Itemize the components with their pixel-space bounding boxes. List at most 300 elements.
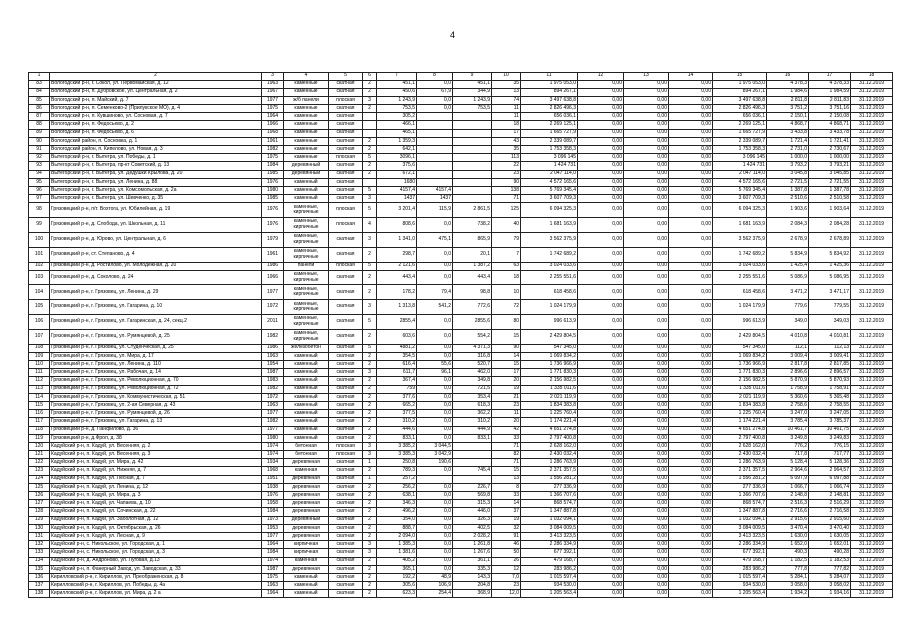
table-cell: 0,00: [624, 203, 669, 218]
table-cell: 2 861,5: [453, 203, 492, 218]
table-cell: 0,00: [624, 247, 669, 262]
table-cell: 1982: [262, 146, 284, 154]
table-cell: 0,0: [417, 377, 453, 385]
table-cell: 33: [492, 492, 521, 500]
table-cell: скатная: [329, 459, 363, 467]
table-cell: каменный: [284, 352, 329, 360]
table-cell: Вологодский р-н, п. Майский, д. 7: [50, 96, 262, 104]
table-cell: [453, 129, 492, 137]
table-cell: 2 730,67: [809, 146, 851, 154]
table-cell: каменные: [284, 129, 329, 137]
table-cell: 250,8: [377, 459, 417, 467]
table-cell: 1963: [262, 401, 284, 409]
table-cell: 547 345,0: [713, 344, 767, 352]
table-cell: 13: [492, 475, 521, 483]
table-cell: 5 284,07: [809, 573, 851, 581]
table-row: [29, 442, 893, 450]
table-cell: 14: [492, 500, 521, 508]
table-cell: 0,00: [669, 96, 713, 104]
table-cell: ж/б панели: [284, 96, 329, 104]
table-cell: 2: [363, 467, 377, 475]
table-cell: плоская: [329, 451, 363, 459]
table-cell: 12: [492, 565, 521, 573]
table-cell: 0,00: [578, 467, 624, 475]
table-cell: 18: [492, 121, 521, 129]
table-cell: 0,00: [624, 549, 669, 557]
table-cell: 95: [29, 178, 50, 186]
table-cell: 13: [492, 88, 521, 96]
table-cell: Грязовецкий р-н, г. Грязовец, ул. Гагарина, д. 13: [50, 418, 262, 426]
table-cell: Грязовецкий р-н, д.Фрол, д. 38: [50, 434, 262, 442]
table-cell: 105: [29, 300, 50, 315]
table-cell: 31.12.2019: [851, 270, 893, 285]
table-cell: скатная: [329, 88, 363, 96]
table-cell: 1437: [417, 195, 453, 203]
table-cell: 616,4: [377, 361, 417, 369]
table-cell: 3: [363, 369, 377, 377]
table-cell: 1 182,53: [809, 557, 851, 565]
table-cell: Кирилловский р-н, г. Кириллов, ул. Мира, д. 2 а: [50, 590, 262, 598]
table-cell: 1982: [262, 418, 284, 426]
table-cell: 777,8: [767, 565, 809, 573]
table-cell: деревянная: [284, 483, 329, 491]
table-cell: 31.12.2019: [851, 410, 893, 418]
table-cell: 479 168,7: [521, 557, 578, 565]
table-cell: Кадуйский р-н, п. Кадуй, ул. Ленина, д. 12: [50, 483, 262, 491]
table-cell: 0,00: [578, 401, 624, 409]
table-cell: 10 461,75: [809, 426, 851, 434]
column-number: 9: [453, 73, 492, 81]
table-cell: 254,4: [417, 590, 453, 598]
table-cell: 0,0: [417, 434, 453, 442]
table-cell: скатная: [329, 146, 363, 154]
table-cell: 3 751,16: [809, 105, 851, 113]
table-cell: 1 721,4: [767, 137, 809, 145]
table-cell: Кадуйский р-н, п. Кадуй, ул. Нижняя, д. 7: [50, 467, 262, 475]
table-cell: 1 425,36: [809, 262, 851, 270]
table-cell: Кадуйский р-н, п. Кадуй, ул. Весенняя, д. 2: [50, 442, 262, 450]
table-cell: каменный: [284, 418, 329, 426]
column-number: 5: [329, 73, 363, 81]
table-cell: 46: [492, 541, 521, 549]
table-cell: 5 834,92: [809, 247, 851, 262]
table-cell: 79,4: [417, 285, 453, 300]
table-cell: 112,13: [809, 344, 851, 352]
table-cell: каменный: [284, 590, 329, 598]
table-cell: 2 758,6: [767, 401, 809, 409]
table-cell: 138: [492, 186, 521, 194]
table-cell: 18: [492, 270, 521, 285]
table-row: [29, 565, 893, 573]
table-cell: 37: [492, 508, 521, 516]
table-cell: 0,00: [624, 418, 669, 426]
table-cell: плоская: [329, 96, 363, 104]
table-cell: скатная: [329, 401, 363, 409]
table-cell: Грязовецкий р-н, г. Грязовец, ул. Ленина, д. 110: [50, 361, 262, 369]
table-cell: 0,00: [669, 146, 713, 154]
table-cell: 125: [29, 483, 50, 491]
table-cell: 446,0: [453, 508, 492, 516]
table-cell: [453, 170, 492, 178]
table-cell: 23: [492, 170, 521, 178]
table-row: [29, 105, 893, 113]
table-cell: 31.12.2019: [851, 352, 893, 360]
table-cell: Грязовецкий р-н, г. Грязовец, ул. Румянцевой, д. 25: [50, 329, 262, 344]
table-cell: 554,2: [453, 329, 492, 344]
column-number: 17: [809, 73, 851, 81]
table-row: [29, 557, 893, 565]
table-cell: 2 516,29: [809, 500, 851, 508]
table-cell: деревянный: [284, 516, 329, 524]
table-cell: 90: [492, 344, 521, 352]
table-cell: каменная: [284, 557, 329, 565]
table-cell: 2 430 032,4: [713, 451, 767, 459]
table-cell: 0,0: [417, 516, 453, 524]
column-number: 10: [492, 73, 521, 81]
table-cell: 0,00: [578, 459, 624, 467]
table-cell: 130: [29, 524, 50, 532]
table-cell: 110: [29, 361, 50, 369]
table-cell: 0,00: [624, 442, 669, 450]
table-cell: 443,4: [453, 270, 492, 285]
table-cell: каменные, кирпичные: [284, 203, 329, 218]
table-cell: 6 097,9: [767, 475, 809, 483]
table-cell: 99: [29, 218, 50, 233]
table-cell: 283 986,2: [713, 565, 767, 573]
table-cell: 5 128,36: [809, 459, 851, 467]
table-cell: 0,00: [669, 451, 713, 459]
table-cell: 0,00: [578, 129, 624, 137]
table-cell: 5 870,9: [767, 377, 809, 385]
table-cell: скатная: [329, 285, 363, 300]
table-cell: 0,00: [669, 475, 713, 483]
table-cell: 40: [492, 218, 521, 233]
table-cell: скатная: [329, 565, 363, 573]
table-cell: каменный: [284, 361, 329, 369]
table-cell: 0,00: [578, 203, 624, 218]
table-cell: 1961: [262, 137, 284, 145]
table-cell: 0,00: [669, 459, 713, 467]
table-cell: 0,00: [624, 590, 669, 598]
table-cell: скатная: [329, 557, 363, 565]
table-cell: 5: [363, 262, 377, 270]
table-cell: Грязовецкий р-н, г. Грязовец, ул. Гагарина, д. 10: [50, 300, 262, 315]
table-cell: 0,00: [578, 565, 624, 573]
table-cell: 0,00: [624, 541, 669, 549]
table-cell: скатная: [329, 492, 363, 500]
table-cell: 5 128,4: [767, 459, 809, 467]
table-cell: 349,8: [453, 377, 492, 385]
table-cell: 1 261,8: [453, 541, 492, 549]
table-cell: 74: [492, 96, 521, 104]
table-cell: 0,00: [624, 352, 669, 360]
table-cell: 2: [363, 137, 377, 145]
table-cell: 23: [492, 582, 521, 590]
table-cell: 0,00: [669, 377, 713, 385]
table-cell: 0,00: [578, 80, 624, 88]
table-row: [29, 88, 893, 96]
table-cell: 0,00: [669, 129, 713, 137]
table-cell: 5 834,9: [767, 247, 809, 262]
table-cell: 71: [492, 459, 521, 467]
table-cell: 79: [492, 232, 521, 247]
table-cell: 2: [363, 285, 377, 300]
table-cell: скатная: [329, 418, 363, 426]
table-cell: 310,2: [377, 418, 417, 426]
table-cell: 126: [29, 492, 50, 500]
table-cell: 0,00: [578, 418, 624, 426]
table-cell: 3 413 323,5: [521, 532, 578, 540]
table-cell: 1 015 597,4: [521, 573, 578, 581]
table-cell: Вологодский р-н, п. Кувшиново, ул. Сосновая, д. 7: [50, 113, 262, 121]
table-cell: скатная: [329, 105, 363, 113]
table-cell: 5: [363, 186, 377, 194]
table-cell: 367,4: [377, 377, 417, 385]
table-cell: 0,00: [669, 385, 713, 393]
table-cell: 3 785,37: [809, 418, 851, 426]
table-cell: 1976: [262, 492, 284, 500]
table-row: [29, 113, 893, 121]
table-cell: 753,5: [377, 105, 417, 113]
table-cell: 1 665 727,9: [521, 129, 578, 137]
table-cell: 638,1: [377, 492, 417, 500]
table-cell: 4 572 165,6: [521, 178, 578, 186]
table-row: [29, 361, 893, 369]
table-cell: каменные, кирпичные: [284, 218, 329, 233]
table-cell: 0,0: [417, 426, 453, 434]
table-cell: 0,00: [669, 270, 713, 285]
table-cell: 490,28: [809, 549, 851, 557]
table-cell: 117: [29, 418, 50, 426]
table-cell: скатная: [329, 315, 363, 330]
table-cell: 2 156 982,5: [521, 377, 578, 385]
table-cell: 4 010,8: [767, 329, 809, 344]
table-cell: 0,00: [624, 557, 669, 565]
table-cell: 256,2: [377, 483, 417, 491]
table-cell: 2 817,85: [809, 361, 851, 369]
table-cell: 124: [29, 475, 50, 483]
table-cell: 3 470,40: [809, 524, 851, 532]
table-cell: 0,00: [669, 549, 713, 557]
table-cell: 2: [363, 590, 377, 598]
table-cell: 178,2: [377, 285, 417, 300]
table-cell: 0,00: [578, 88, 624, 96]
table-cell: 2: [363, 565, 377, 573]
table-cell: 0,00: [578, 262, 624, 270]
table-cell: 2 826 496,3: [521, 105, 578, 113]
table-row: [29, 385, 893, 393]
table-row: [29, 80, 893, 88]
table-cell: 0,00: [624, 129, 669, 137]
table-cell: 1938: [262, 483, 284, 491]
table-cell: 1 736 966,9: [713, 361, 767, 369]
table-cell: 3 058,0: [767, 582, 809, 590]
table-row: [29, 218, 893, 233]
table-cell: 72: [492, 300, 521, 315]
table-cell: 776,2: [767, 442, 809, 450]
table-cell: 0,00: [624, 285, 669, 300]
table-cell: 2 121,6: [377, 262, 417, 270]
table-cell: 541,2: [417, 300, 453, 315]
table-cell: 5: [363, 315, 377, 330]
table-cell: 0,00: [578, 549, 624, 557]
table-cell: скатная: [329, 352, 363, 360]
table-cell: 0,00: [578, 329, 624, 344]
table-cell: 1 681 163,9: [713, 218, 767, 233]
table-cell: скатная: [329, 524, 363, 532]
table-cell: скатная: [329, 129, 363, 137]
table-cell: 377,5: [377, 410, 417, 418]
table-row: [29, 418, 893, 426]
table-cell: 2: [363, 426, 377, 434]
table-cell: 31.12.2019: [851, 96, 893, 104]
table-cell: 362,2: [453, 410, 492, 418]
table-cell: 3 084 009,5: [521, 524, 578, 532]
table-cell: 283 986,2: [521, 565, 578, 573]
table-cell: деревянная: [284, 524, 329, 532]
table-cell: 0,00: [624, 393, 669, 401]
table-cell: 0,00: [669, 426, 713, 434]
table-cell: [363, 121, 377, 129]
table-cell: 88: [29, 121, 50, 129]
table-cell: 5 769 345,4: [713, 186, 767, 194]
table-cell: 3 562 375,9: [521, 232, 578, 247]
table-cell: 4881,2: [377, 344, 417, 352]
table-cell: 0,00: [669, 300, 713, 315]
table-cell: 462,0: [453, 369, 492, 377]
table-cell: 2855,6: [453, 315, 492, 330]
column-number: 7: [377, 73, 417, 81]
table-cell: 0,00: [578, 344, 624, 352]
table-cell: 2: [363, 418, 377, 426]
table-cell: 3: [363, 300, 377, 315]
table-cell: 2 255 551,6: [521, 270, 578, 285]
table-cell: плоская: [329, 262, 363, 270]
table-cell: 0,00: [624, 369, 669, 377]
table-cell: 3: [363, 96, 377, 104]
table-cell: 2 094,0: [377, 532, 417, 540]
table-cell: 1968: [262, 129, 284, 137]
table-cell: каменные, кирпичные: [284, 285, 329, 300]
housing-repair-table: [28, 72, 893, 598]
table-cell: 1 347 887,8: [521, 508, 578, 516]
table-cell: [453, 459, 492, 467]
table-cell: 2 371 357,5: [521, 467, 578, 475]
table-cell: каменный: [284, 377, 329, 385]
table-cell: 0,00: [669, 232, 713, 247]
table-cell: 1958: [262, 500, 284, 508]
table-row: [29, 532, 893, 540]
table-cell: 71: [492, 195, 521, 203]
column-number: 8: [417, 73, 453, 81]
table-cell: 1 771 830,3: [713, 369, 767, 377]
table-cell: 3: [363, 195, 377, 203]
table-row: [29, 195, 893, 203]
table-cell: [453, 195, 492, 203]
table-cell: 0,00: [669, 492, 713, 500]
table-cell: 109: [29, 352, 50, 360]
table-cell: Грязовецкий р-н, г. Грязовец, ул. Коммунистическая, д. 51: [50, 393, 262, 401]
table-cell: 865,9: [453, 232, 492, 247]
table-cell: 0,0: [417, 401, 453, 409]
table-cell: 3 607 709,3: [521, 195, 578, 203]
table-cell: 677 392,1: [713, 549, 767, 557]
table-cell: 1966: [262, 121, 284, 129]
table-cell: 2: [363, 508, 377, 516]
table-cell: скатная: [329, 426, 363, 434]
table-cell: 3 024 033,6: [713, 262, 767, 270]
table-cell: 0,0: [417, 80, 453, 88]
table-cell: скатная: [329, 410, 363, 418]
table-cell: 315,3: [453, 500, 492, 508]
table-cell: 405,2: [377, 557, 417, 565]
table-cell: 0,00: [624, 508, 669, 516]
table-cell: 2 156 982,5: [713, 377, 767, 385]
table-row: [29, 377, 893, 385]
table-cell: Грязовецкий р-н, г. Грязовец, ул. Ленина, д. 29: [50, 285, 262, 300]
table-cell: 1954: [262, 361, 284, 369]
table-cell: 1968: [262, 467, 284, 475]
table-cell: 137: [29, 582, 50, 590]
table-cell: 1 032 094,1: [521, 516, 578, 524]
table-cell: 1437: [377, 195, 417, 203]
table-cell: 717,77: [809, 451, 851, 459]
table-cell: скатная: [329, 393, 363, 401]
table-cell: 520,7: [453, 361, 492, 369]
table-cell: [453, 113, 492, 121]
table-cell: 2 339 089,7: [713, 137, 767, 145]
table-cell: скатная: [329, 247, 363, 262]
table-cell: 377,6: [377, 393, 417, 401]
table-cell: [363, 178, 377, 186]
table-row: [29, 285, 893, 300]
table-cell: 1680: [377, 178, 417, 186]
table-cell: 0,00: [669, 483, 713, 491]
table-row: [29, 541, 893, 549]
table-cell: 118: [29, 426, 50, 434]
table-cell: 131: [29, 532, 50, 540]
table-cell: 603,6: [377, 329, 417, 344]
table-row: [29, 170, 893, 178]
table-cell: каменные: [284, 113, 329, 121]
table-cell: 35: [492, 80, 521, 88]
table-cell: 1963: [262, 80, 284, 88]
table-cell: 0,00: [578, 434, 624, 442]
table-cell: 31.12.2019: [851, 426, 893, 434]
table-cell: Вытегорский р-н, г. Вытегра, пр-кт Советский, д. 13: [50, 162, 262, 170]
table-cell: 122: [29, 459, 50, 467]
table-cell: 0,00: [669, 590, 713, 598]
table-cell: каменные, кирпичные: [284, 300, 329, 315]
table-cell: 2 516,3: [767, 500, 809, 508]
table-cell: 0,00: [578, 315, 624, 330]
table-row: [29, 524, 893, 532]
table-cell: 3 201,4: [377, 203, 417, 218]
table-cell: каменный: [284, 434, 329, 442]
table-cell: скатная: [329, 232, 363, 247]
table-cell: 0,0: [417, 565, 453, 573]
table-cell: 451,1: [453, 80, 492, 88]
table-cell: 0,00: [669, 105, 713, 113]
table-cell: 4 010,81: [809, 329, 851, 344]
table-cell: 31.12.2019: [851, 285, 893, 300]
table-cell: 2855,4: [377, 315, 417, 330]
table-cell: [417, 178, 453, 186]
table-cell: каменные: [284, 80, 329, 88]
table-cell: 1 903,64: [809, 203, 851, 218]
table-cell: 776,15: [809, 442, 851, 450]
table-cell: 0,00: [669, 88, 713, 96]
